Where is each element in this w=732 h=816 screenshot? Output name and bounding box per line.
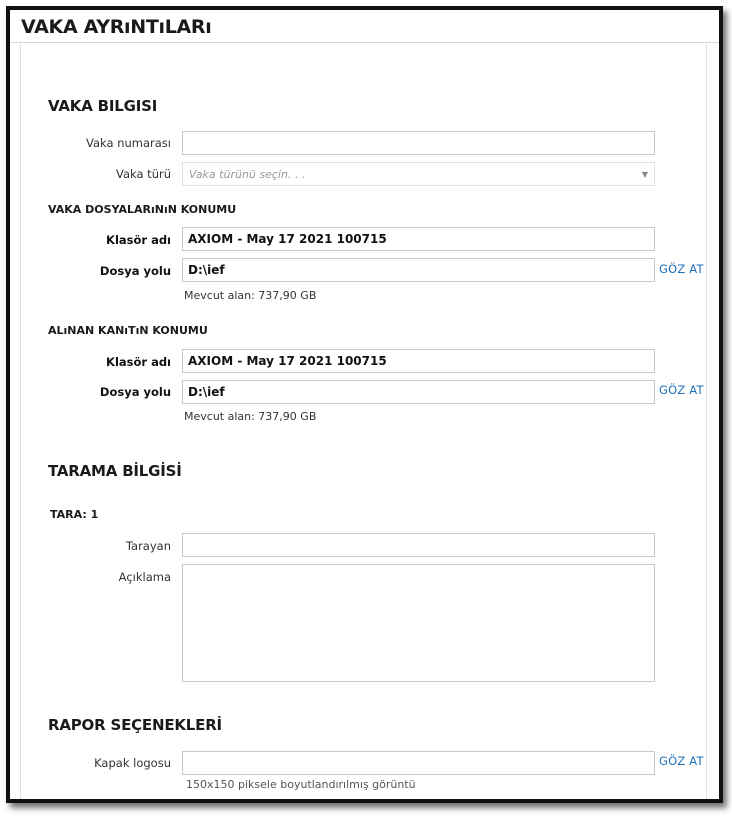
page-title: VAKA AYRıNTıLARı: [21, 16, 212, 38]
case-number-input[interactable]: [182, 131, 655, 155]
evidence-location-heading: ALıNAN KANıTıN KONUMU: [48, 324, 208, 337]
evidence-path-browse-button[interactable]: GÖZ AT: [659, 383, 704, 397]
case-path-browse-button[interactable]: GÖZ AT: [659, 262, 704, 276]
case-details-form: [20, 43, 707, 803]
case-details-window: [6, 6, 723, 803]
case-folder-label: Klasör adı: [106, 233, 171, 247]
chevron-down-icon: ▼: [641, 170, 648, 179]
case-info-heading: VAKA BILGISI: [48, 97, 158, 115]
case-path-label: Dosya yolu: [99, 264, 171, 278]
evidence-available-space: Mevcut alan: 737,90 GB: [184, 410, 317, 423]
cover-logo-input[interactable]: [182, 751, 655, 775]
scan-info-heading: TARAMA BİLGİSİ: [48, 462, 182, 480]
title-bar: [10, 10, 719, 43]
case-number-label: Vaka numarası: [86, 136, 171, 150]
case-files-location-heading: VAKA DOSYALARıNıN KONUMU: [48, 203, 237, 216]
case-type-label: Vaka türü: [116, 167, 171, 181]
case-path-input[interactable]: [182, 258, 655, 282]
case-type-placeholder: Vaka türünü seçin. . .: [189, 168, 306, 181]
evidence-folder-input[interactable]: [182, 349, 655, 373]
cover-logo-hint: 150x150 piksele boyutlandırılmış görüntü: [186, 778, 416, 791]
case-type-select[interactable]: [182, 162, 655, 186]
scanner-input[interactable]: [182, 533, 655, 557]
evidence-path-label: Dosya yolu: [99, 385, 171, 399]
description-textarea[interactable]: [182, 564, 655, 682]
report-options-heading: RAPOR SEÇENEKLERİ: [48, 716, 222, 734]
cover-logo-browse-button[interactable]: GÖZ AT: [659, 754, 704, 768]
case-path-value: D:\ief: [188, 263, 225, 277]
description-label: Açıklama: [118, 570, 171, 584]
evidence-path-input[interactable]: [182, 380, 655, 404]
scanner-label: Tarayan: [125, 539, 171, 553]
evidence-folder-label: Klasör adı: [106, 355, 171, 369]
case-folder-input[interactable]: [182, 227, 655, 251]
evidence-folder-value: AXIOM - May 17 2021 100715: [188, 354, 387, 368]
case-folder-value: AXIOM - May 17 2021 100715: [188, 232, 387, 246]
evidence-path-value: D:\ief: [188, 385, 225, 399]
case-available-space: Mevcut alan: 737,90 GB: [184, 289, 317, 302]
scan-title: TARA: 1: [50, 508, 99, 521]
cover-logo-label: Kapak logosu: [94, 756, 171, 770]
